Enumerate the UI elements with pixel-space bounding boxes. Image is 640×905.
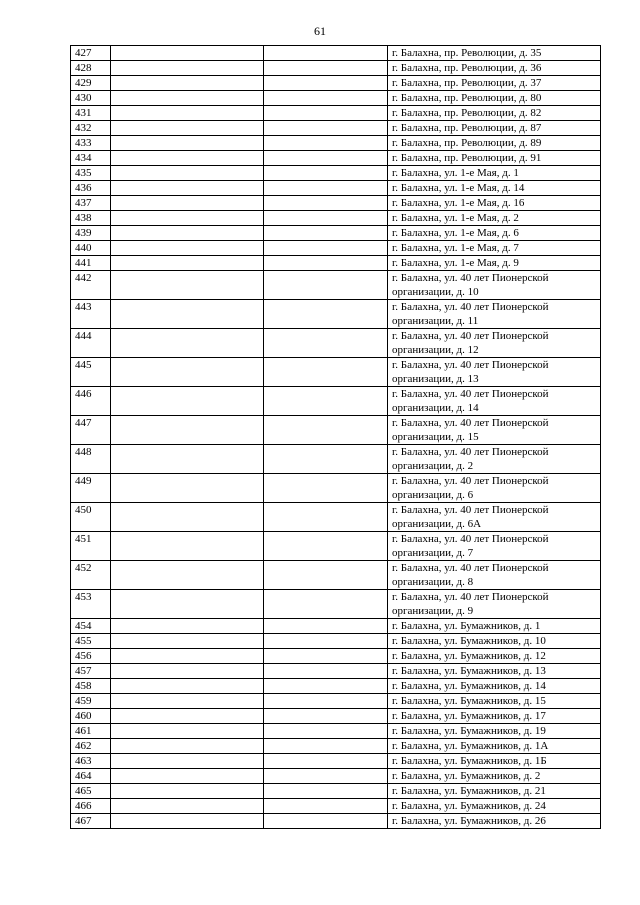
address-cell: г. Балахна, ул. Бумажников, д. 14 xyxy=(388,679,601,694)
table-row xyxy=(71,329,601,358)
table-row xyxy=(71,256,601,271)
empty-cell xyxy=(264,46,388,61)
address-cell: г. Балахна, ул. Бумажников, д. 13 xyxy=(388,664,601,679)
row-number-cell: 447 xyxy=(71,416,111,445)
address-cell: г. Балахна, ул. Бумажников, д. 1А xyxy=(388,739,601,754)
empty-cell xyxy=(111,136,264,151)
empty-cell xyxy=(111,46,264,61)
empty-cell xyxy=(111,739,264,754)
row-number-cell: 433 xyxy=(71,136,111,151)
row-number-cell: 467 xyxy=(71,814,111,829)
table-row xyxy=(71,226,601,241)
address-cell: г. Балахна, ул. 40 лет Пионерской организации, д. 7 xyxy=(388,532,601,561)
empty-cell xyxy=(111,151,264,166)
table-row xyxy=(71,151,601,166)
row-number-cell: 465 xyxy=(71,784,111,799)
empty-cell xyxy=(111,664,264,679)
row-number-cell: 428 xyxy=(71,61,111,76)
row-number-cell: 427 xyxy=(71,46,111,61)
table-row xyxy=(71,634,601,649)
address-cell: г. Балахна, ул. Бумажников, д. 17 xyxy=(388,709,601,724)
address-cell: г. Балахна, ул. 1-е Мая, д. 9 xyxy=(388,256,601,271)
empty-cell xyxy=(111,196,264,211)
row-number-cell: 450 xyxy=(71,503,111,532)
empty-cell xyxy=(111,166,264,181)
address-cell: г. Балахна, пр. Революции, д. 37 xyxy=(388,76,601,91)
empty-cell xyxy=(111,814,264,829)
row-number-cell: 430 xyxy=(71,91,111,106)
empty-cell xyxy=(264,256,388,271)
address-cell: г. Балахна, ул. 40 лет Пионерской организации, д. 2 xyxy=(388,445,601,474)
table-row xyxy=(71,754,601,769)
empty-cell xyxy=(264,226,388,241)
table-row xyxy=(71,619,601,634)
row-number-cell: 448 xyxy=(71,445,111,474)
row-number-cell: 432 xyxy=(71,121,111,136)
row-number-cell: 434 xyxy=(71,151,111,166)
empty-cell xyxy=(264,709,388,724)
row-number-cell: 438 xyxy=(71,211,111,226)
table-row xyxy=(71,814,601,829)
empty-cell xyxy=(111,181,264,196)
address-cell: г. Балахна, ул. 1-е Мая, д. 6 xyxy=(388,226,601,241)
empty-cell xyxy=(111,503,264,532)
empty-cell xyxy=(111,445,264,474)
row-number-cell: 436 xyxy=(71,181,111,196)
empty-cell xyxy=(111,226,264,241)
table-row xyxy=(71,76,601,91)
table-row xyxy=(71,196,601,211)
table-row xyxy=(71,590,601,619)
empty-cell xyxy=(264,474,388,503)
table-row xyxy=(71,136,601,151)
row-number-cell: 457 xyxy=(71,664,111,679)
table-row xyxy=(71,387,601,416)
table-row xyxy=(71,769,601,784)
empty-cell xyxy=(264,329,388,358)
empty-cell xyxy=(264,619,388,634)
empty-cell xyxy=(111,709,264,724)
address-cell: г. Балахна, ул. 1-е Мая, д. 2 xyxy=(388,211,601,226)
empty-cell xyxy=(264,724,388,739)
empty-cell xyxy=(111,724,264,739)
table-row xyxy=(71,679,601,694)
table-row xyxy=(71,91,601,106)
empty-cell xyxy=(264,679,388,694)
empty-cell xyxy=(264,694,388,709)
table-row xyxy=(71,181,601,196)
empty-cell xyxy=(111,121,264,136)
empty-cell xyxy=(264,76,388,91)
table-row xyxy=(71,241,601,256)
address-cell: г. Балахна, ул. Бумажников, д. 19 xyxy=(388,724,601,739)
table-row xyxy=(71,474,601,503)
empty-cell xyxy=(264,181,388,196)
table-row xyxy=(71,709,601,724)
empty-cell xyxy=(264,151,388,166)
empty-cell xyxy=(111,358,264,387)
address-cell: г. Балахна, пр. Революции, д. 36 xyxy=(388,61,601,76)
empty-cell xyxy=(264,166,388,181)
empty-cell xyxy=(264,121,388,136)
empty-cell xyxy=(264,196,388,211)
table-row xyxy=(71,694,601,709)
table-row xyxy=(71,561,601,590)
row-number-cell: 437 xyxy=(71,196,111,211)
empty-cell xyxy=(264,590,388,619)
empty-cell xyxy=(264,739,388,754)
table-row xyxy=(71,166,601,181)
row-number-cell: 463 xyxy=(71,754,111,769)
address-cell: г. Балахна, пр. Революции, д. 89 xyxy=(388,136,601,151)
empty-cell xyxy=(111,694,264,709)
row-number-cell: 435 xyxy=(71,166,111,181)
address-cell: г. Балахна, ул. Бумажников, д. 1 xyxy=(388,619,601,634)
address-cell: г. Балахна, ул. Бумажников, д. 2 xyxy=(388,769,601,784)
address-cell: г. Балахна, ул. 40 лет Пионерской организации, д. 6А xyxy=(388,503,601,532)
table-row xyxy=(71,61,601,76)
table-row xyxy=(71,106,601,121)
table-row xyxy=(71,724,601,739)
empty-cell xyxy=(264,211,388,226)
empty-cell xyxy=(111,634,264,649)
row-number-cell: 453 xyxy=(71,590,111,619)
address-table-body xyxy=(71,46,601,829)
address-cell: г. Балахна, ул. 40 лет Пионерской организации, д. 10 xyxy=(388,271,601,300)
row-number-cell: 429 xyxy=(71,76,111,91)
address-cell: г. Балахна, ул. 40 лет Пионерской организации, д. 15 xyxy=(388,416,601,445)
empty-cell xyxy=(111,329,264,358)
empty-cell xyxy=(264,561,388,590)
table-row xyxy=(71,799,601,814)
table-row xyxy=(71,271,601,300)
empty-cell xyxy=(111,61,264,76)
row-number-cell: 466 xyxy=(71,799,111,814)
empty-cell xyxy=(264,106,388,121)
row-number-cell: 445 xyxy=(71,358,111,387)
table-row xyxy=(71,649,601,664)
table-row xyxy=(71,445,601,474)
row-number-cell: 459 xyxy=(71,694,111,709)
address-cell: г. Балахна, ул. 40 лет Пионерской организации, д. 6 xyxy=(388,474,601,503)
row-number-cell: 439 xyxy=(71,226,111,241)
empty-cell xyxy=(264,799,388,814)
empty-cell xyxy=(111,754,264,769)
empty-cell xyxy=(264,769,388,784)
address-cell: г. Балахна, ул. 1-е Мая, д. 7 xyxy=(388,241,601,256)
row-number-cell: 464 xyxy=(71,769,111,784)
row-number-cell: 452 xyxy=(71,561,111,590)
empty-cell xyxy=(264,387,388,416)
address-cell: г. Балахна, ул. Бумажников, д. 15 xyxy=(388,694,601,709)
empty-cell xyxy=(264,814,388,829)
empty-cell xyxy=(111,649,264,664)
row-number-cell: 446 xyxy=(71,387,111,416)
address-cell: г. Балахна, ул. Бумажников, д. 10 xyxy=(388,634,601,649)
address-cell: г. Балахна, ул. Бумажников, д. 24 xyxy=(388,799,601,814)
row-number-cell: 458 xyxy=(71,679,111,694)
empty-cell xyxy=(111,387,264,416)
empty-cell xyxy=(111,211,264,226)
address-cell: г. Балахна, пр. Революции, д. 91 xyxy=(388,151,601,166)
empty-cell xyxy=(111,241,264,256)
empty-cell xyxy=(264,91,388,106)
address-cell: г. Балахна, ул. 1-е Мая, д. 16 xyxy=(388,196,601,211)
empty-cell xyxy=(111,590,264,619)
empty-cell xyxy=(264,241,388,256)
address-table xyxy=(70,45,601,829)
empty-cell xyxy=(111,300,264,329)
address-cell: г. Балахна, пр. Революции, д. 80 xyxy=(388,91,601,106)
empty-cell xyxy=(111,271,264,300)
table-row xyxy=(71,784,601,799)
empty-cell xyxy=(264,136,388,151)
table-row xyxy=(71,664,601,679)
address-cell: г. Балахна, ул. 40 лет Пионерской организации, д. 11 xyxy=(388,300,601,329)
address-cell: г. Балахна, ул. 40 лет Пионерской организации, д. 13 xyxy=(388,358,601,387)
empty-cell xyxy=(264,503,388,532)
address-cell: г. Балахна, ул. Бумажников, д. 1Б xyxy=(388,754,601,769)
empty-cell xyxy=(111,532,264,561)
empty-cell xyxy=(264,532,388,561)
address-cell: г. Балахна, пр. Революции, д. 35 xyxy=(388,46,601,61)
empty-cell xyxy=(264,649,388,664)
address-cell: г. Балахна, ул. Бумажников, д. 26 xyxy=(388,814,601,829)
table-row xyxy=(71,503,601,532)
address-cell: г. Балахна, пр. Революции, д. 87 xyxy=(388,121,601,136)
address-cell: г. Балахна, ул. 40 лет Пионерской организации, д. 12 xyxy=(388,329,601,358)
empty-cell xyxy=(111,91,264,106)
row-number-cell: 441 xyxy=(71,256,111,271)
empty-cell xyxy=(264,445,388,474)
row-number-cell: 431 xyxy=(71,106,111,121)
address-cell: г. Балахна, ул. Бумажников, д. 12 xyxy=(388,649,601,664)
empty-cell xyxy=(264,634,388,649)
empty-cell xyxy=(111,799,264,814)
empty-cell xyxy=(111,619,264,634)
empty-cell xyxy=(264,358,388,387)
address-cell: г. Балахна, ул. Бумажников, д. 21 xyxy=(388,784,601,799)
row-number-cell: 440 xyxy=(71,241,111,256)
row-number-cell: 461 xyxy=(71,724,111,739)
row-number-cell: 456 xyxy=(71,649,111,664)
row-number-cell: 451 xyxy=(71,532,111,561)
empty-cell xyxy=(111,106,264,121)
empty-cell xyxy=(264,271,388,300)
address-cell: г. Балахна, пр. Революции, д. 82 xyxy=(388,106,601,121)
table-row xyxy=(71,358,601,387)
table-row xyxy=(71,121,601,136)
empty-cell xyxy=(264,416,388,445)
page-number: 61 xyxy=(314,24,326,38)
row-number-cell: 443 xyxy=(71,300,111,329)
table-row xyxy=(71,532,601,561)
row-number-cell: 460 xyxy=(71,709,111,724)
table-row xyxy=(71,46,601,61)
empty-cell xyxy=(264,300,388,329)
empty-cell xyxy=(111,256,264,271)
address-cell: г. Балахна, ул. 40 лет Пионерской организации, д. 8 xyxy=(388,561,601,590)
empty-cell xyxy=(111,784,264,799)
row-number-cell: 449 xyxy=(71,474,111,503)
row-number-cell: 454 xyxy=(71,619,111,634)
table-row xyxy=(71,211,601,226)
table-row xyxy=(71,416,601,445)
empty-cell xyxy=(264,754,388,769)
address-cell: г. Балахна, ул. 1-е Мая, д. 1 xyxy=(388,166,601,181)
empty-cell xyxy=(111,679,264,694)
empty-cell xyxy=(264,784,388,799)
address-cell: г. Балахна, ул. 1-е Мая, д. 14 xyxy=(388,181,601,196)
empty-cell xyxy=(111,561,264,590)
empty-cell xyxy=(111,76,264,91)
row-number-cell: 442 xyxy=(71,271,111,300)
address-cell: г. Балахна, ул. 40 лет Пионерской организации, д. 9 xyxy=(388,590,601,619)
empty-cell xyxy=(264,664,388,679)
row-number-cell: 462 xyxy=(71,739,111,754)
empty-cell xyxy=(111,416,264,445)
address-cell: г. Балахна, ул. 40 лет Пионерской организации, д. 14 xyxy=(388,387,601,416)
empty-cell xyxy=(264,61,388,76)
table-row xyxy=(71,739,601,754)
empty-cell xyxy=(111,474,264,503)
row-number-cell: 455 xyxy=(71,634,111,649)
table-row xyxy=(71,300,601,329)
row-number-cell: 444 xyxy=(71,329,111,358)
empty-cell xyxy=(111,769,264,784)
